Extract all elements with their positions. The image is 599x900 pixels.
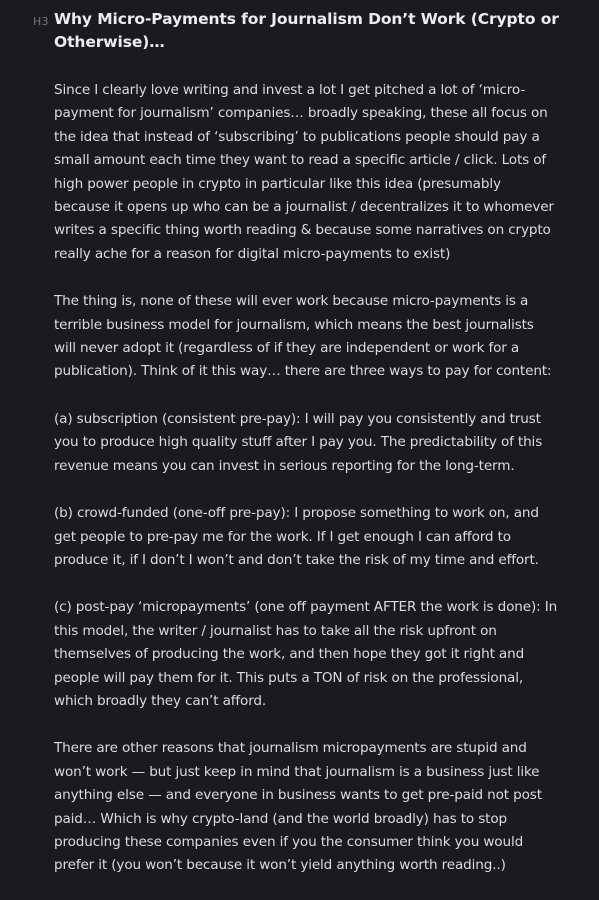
document-heading[interactable]: Why Micro-Payments for Journalism Don’t Work (Crypto or Otherwise)… <box>54 10 559 51</box>
paragraph-subscription[interactable]: (a) subscription (consistent pre-pay): I will pay you consistently and trust you to produce high quality stuff after I pay you. The predictability of this revenue means you can invest in serious reporting for the long-term. <box>54 410 543 474</box>
heading-row <box>33 8 559 54</box>
document-body <box>54 79 559 878</box>
heading-level-marker: H3 <box>33 15 49 28</box>
paragraph-micropayments[interactable]: (c) post-pay ‘micropayments’ (one off payment AFTER the work is done): In this model, the writer / journalist has to take all the risk upfront on themselves of producing the work, and then hope they got it right and people will pay them for it. This puts a TON of risk on the professional, which broadly they can’t afford. <box>54 599 558 709</box>
paragraph-crowd-funded[interactable]: (b) crowd-funded (one-off pre-pay): I propose something to work on, and get people to pre-pay me for the work. If I get enough I can afford to produce it, if I don’t I won’t and don’t take the risk of my time and effort. <box>54 505 539 568</box>
paragraph-thesis[interactable]: The thing is, none of these will ever work because micro-payments is a terrible business model for journalism, which means the best journalists will never adopt it (regardless of if they are independent or work for a publication). Think of it this way… there are three ways to pay for content: <box>54 293 552 380</box>
paragraph-conclusion[interactable]: There are other reasons that journalism micropayments are stupid and won’t work — but just keep in mind that journalism is a business just like anything else — and everyone in business wants to get pre-paid not post paid… Which is why crypto-land (and the world broadly) has to stop producing these companies even if you the consumer think you would prefer it (you won’t because it won’t yield anything worth reading..) <box>54 740 542 874</box>
paragraph-intro[interactable]: Since I clearly love writing and invest a lot I get pitched a lot of ‘micro-payment for journalism’ companies… broadly speaking, these all focus on the idea that instead of ‘subscribing’ to publications people should pay a small amount each time they want to read a specific article / click. Lots of high power people in crypto in particular like this idea (presumably because it opens up who can be a journalist / decentralizes it to whomever writes a specific thing worth reading & because some narratives on crypto really ache for a reason for digital micro-payments to exist) <box>54 82 554 262</box>
